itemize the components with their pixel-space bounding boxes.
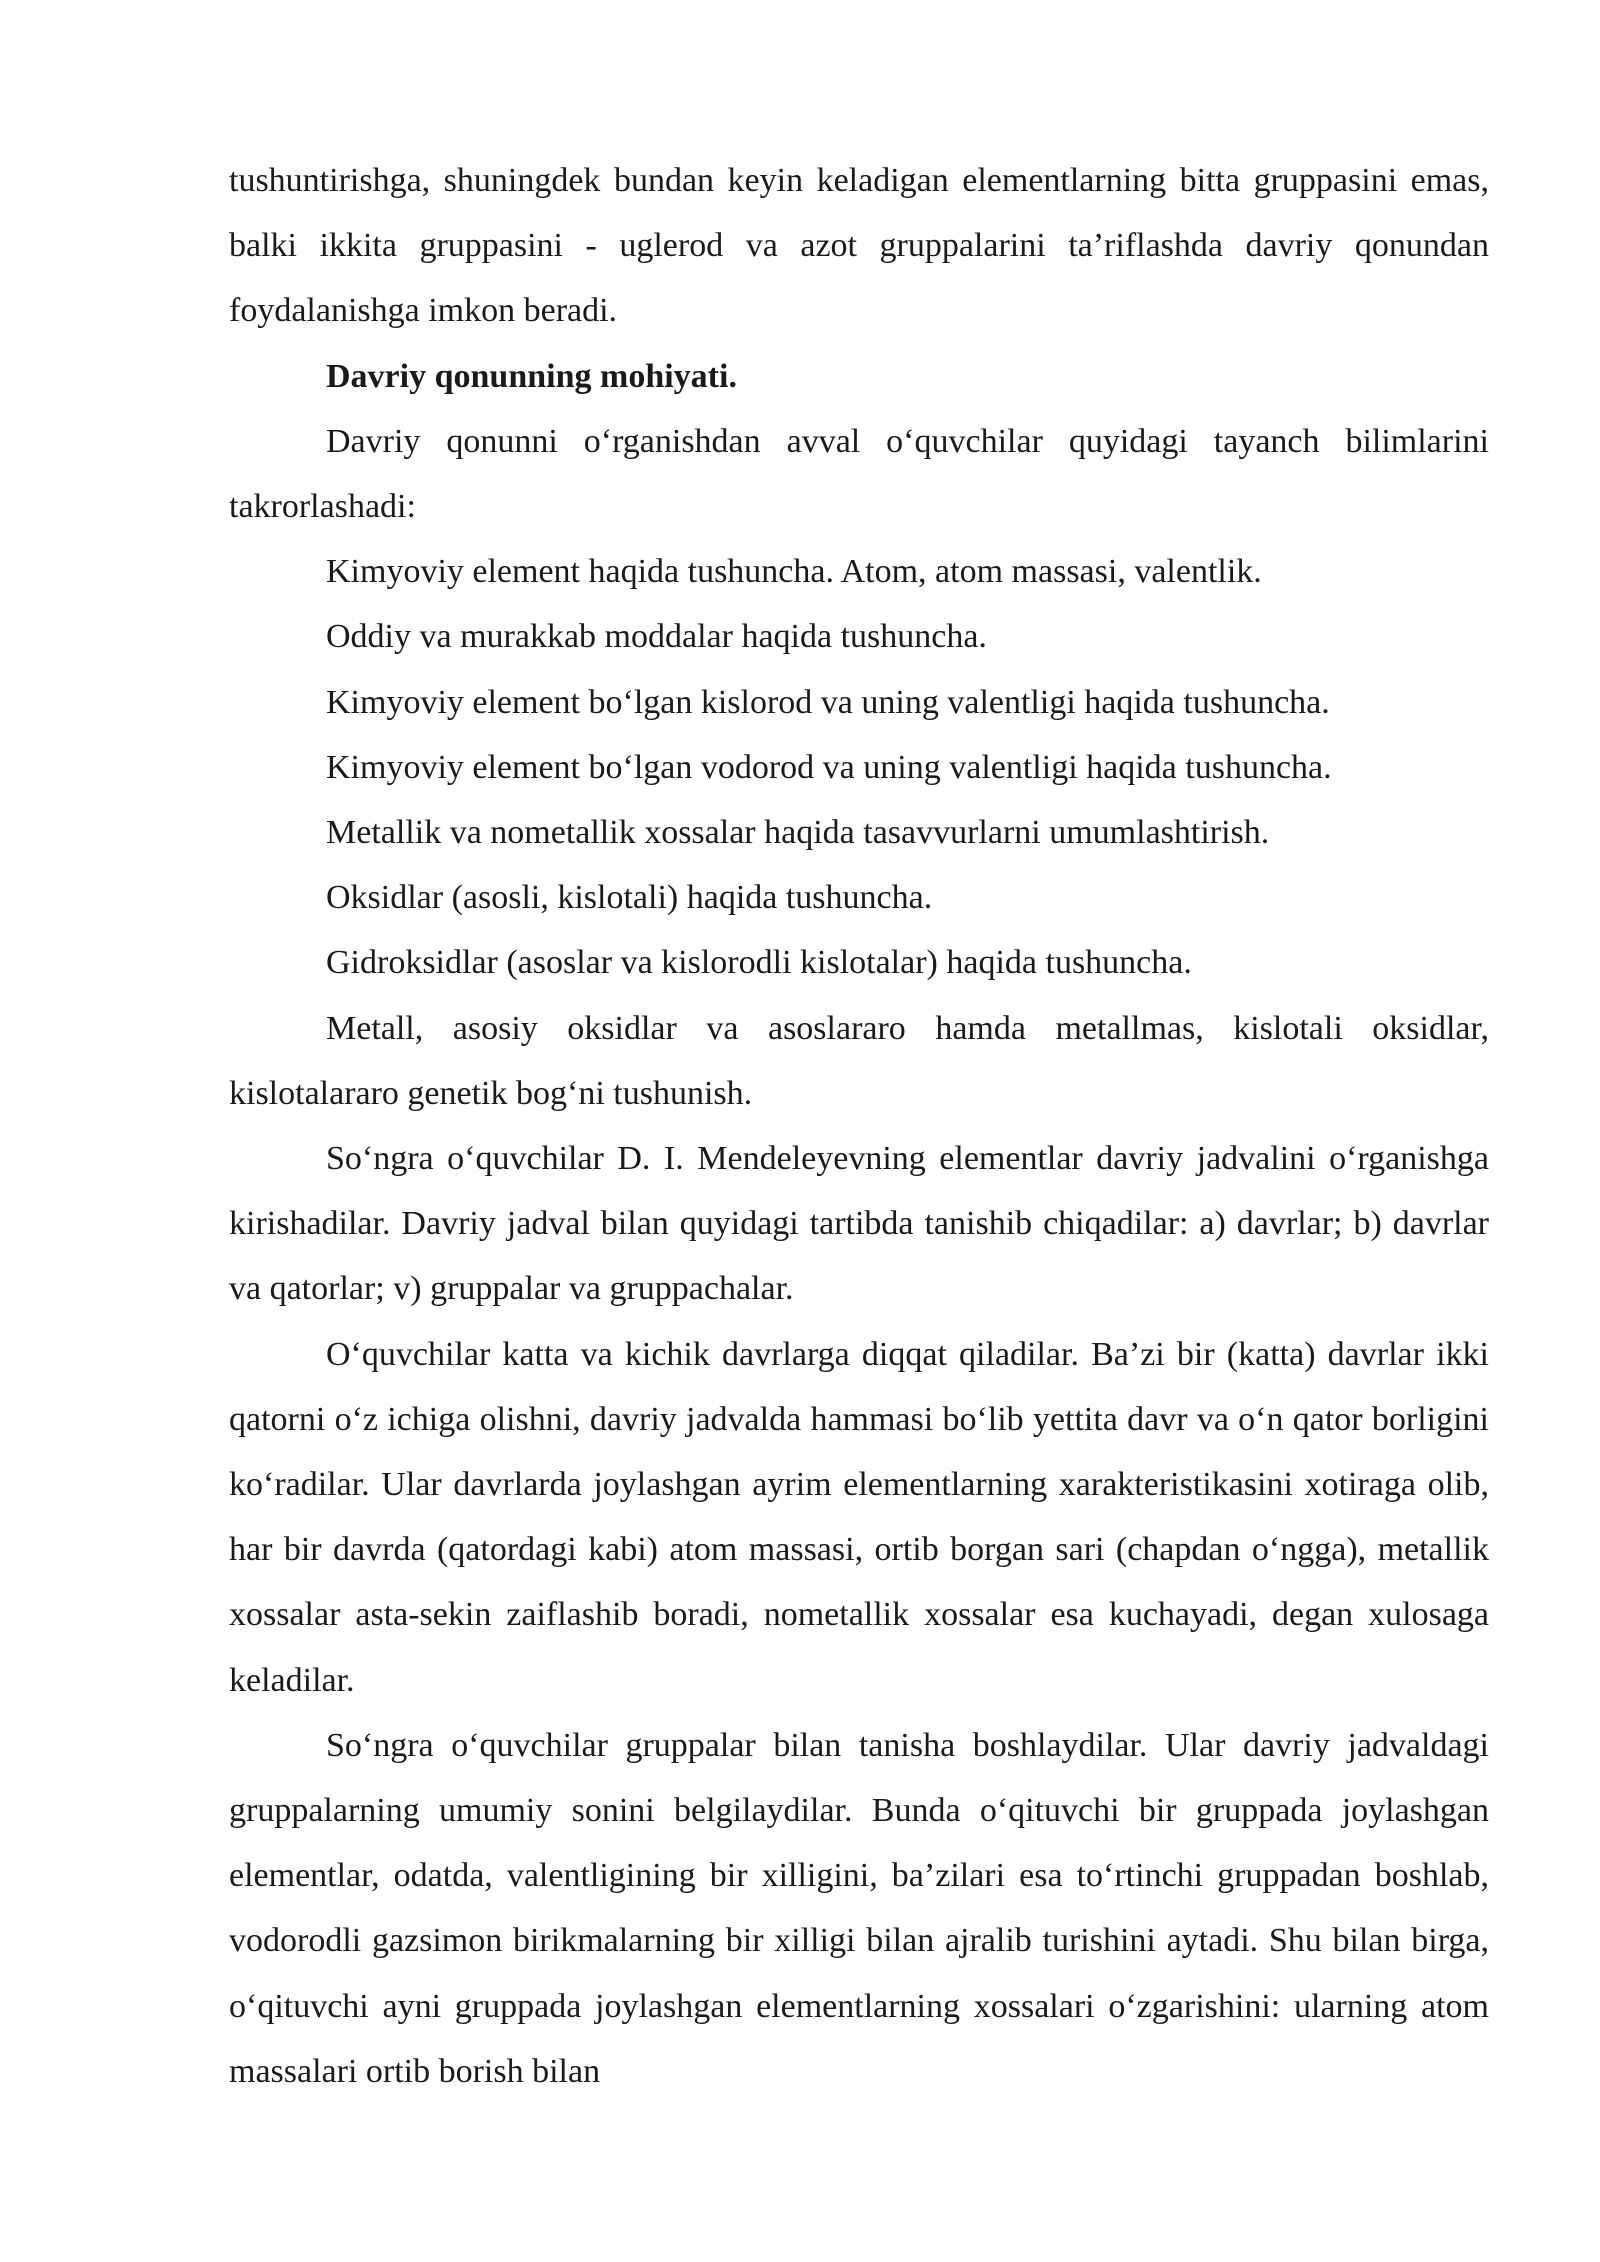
document-body	[229, 148, 1489, 2104]
list-item-oxides: Oksidlar (asosli, kislotali) haqida tushuncha.	[326, 879, 933, 917]
paragraph-periodic-table: So‘ngra o‘quvchilar D. I. Mendeleyevning elementlar davriy jadvalini o‘rganishga kirishadilar. Davriy jadval bilan quyidagi tartibda tanishib chiqadilar: a) davrlar; b) davrlar va qatorlar; v) gruppalar va gruppachalar.	[229, 1140, 1489, 1308]
list-item-element-concept: Kimyoviy element haqida tushuncha. Atom, atom massasi, valentlik.	[326, 553, 1262, 591]
list-item-hydroxides: Gidroksidlar (asoslar va kislorodli kislotalar) haqida tushuncha.	[326, 944, 1192, 982]
paragraph-groups: So‘ngra o‘quvchilar gruppalar bilan tanisha boshlaydilar. Ular davriy jadvaldagi gruppalarning umumiy sonini belgilaydilar. Bunda o‘qituvchi bir gruppada joylashgan elementlar, odatda, valentligining bir xilligini, ba’zilari esa to‘rtinchi gruppadan boshlab, vodorodli gazsimon birikmalarning bir xilligi bilan ajralib turishini aytadi. Shu bilan birga, o‘qituvchi ayni gruppada joylashgan elementlarning xossalari o‘zgarishini: ularning atom massalari ortib borish bilan	[229, 1726, 1489, 2090]
section-heading: Davriy qonunning mohiyati.	[326, 357, 737, 395]
paragraph-periods: O‘quvchilar katta va kichik davrlarga diqqat qiladilar. Ba’zi bir (katta) davrlar ikki qatorni o‘z ichiga olishni, davriy jadvalda hammasi bo‘lib yettita davr va o‘n qator borligini ko‘radilar. Ular davrlarda joylashgan ayrim elementlarning xarakteristikasini xotiraga olib, har bir davrda (qatordagi kabi) atom massasi, ortib borgan sari (chapdan o‘ngga), metallik xossalar asta-sekin zaiflashib boradi, nometallik xossalar esa kuchayadi, degan xulosaga keladilar.	[229, 1335, 1489, 1699]
list-item-genetic-link: Metall, asosiy oksidlar va asoslararo hamda metallmas, kislotali oksidlar, kislotalararo genetik bog‘ni tushunish.	[229, 1009, 1489, 1112]
paragraph-intro: Davriy qonunni o‘rganishdan avval o‘quvchilar quyidagi tayanch bilimlarini takrorlashadi:	[229, 422, 1489, 526]
list-item-substances: Oddiy va murakkab moddalar haqida tushuncha.	[326, 618, 987, 656]
list-item-oxygen: Kimyoviy element bo‘lgan kislorod va uning valentligi haqida tushuncha.	[326, 683, 1330, 721]
paragraph-continuation: tushuntirishga, shuningdek bundan keyin keladigan elementlarning bitta gruppasini emas, balki ikkita gruppasini - uglerod va azot gruppalarini ta’riflashda davriy qonundan foydalanishga imkon beradi.	[229, 162, 1489, 330]
list-item-hydrogen: Kimyoviy element bo‘lgan vodorod va uning valentligi haqida tushuncha.	[326, 748, 1332, 786]
list-item-metallic-properties: Metallik va nometallik xossalar haqida tasavvurlarni umumlashtirish.	[326, 814, 1270, 852]
